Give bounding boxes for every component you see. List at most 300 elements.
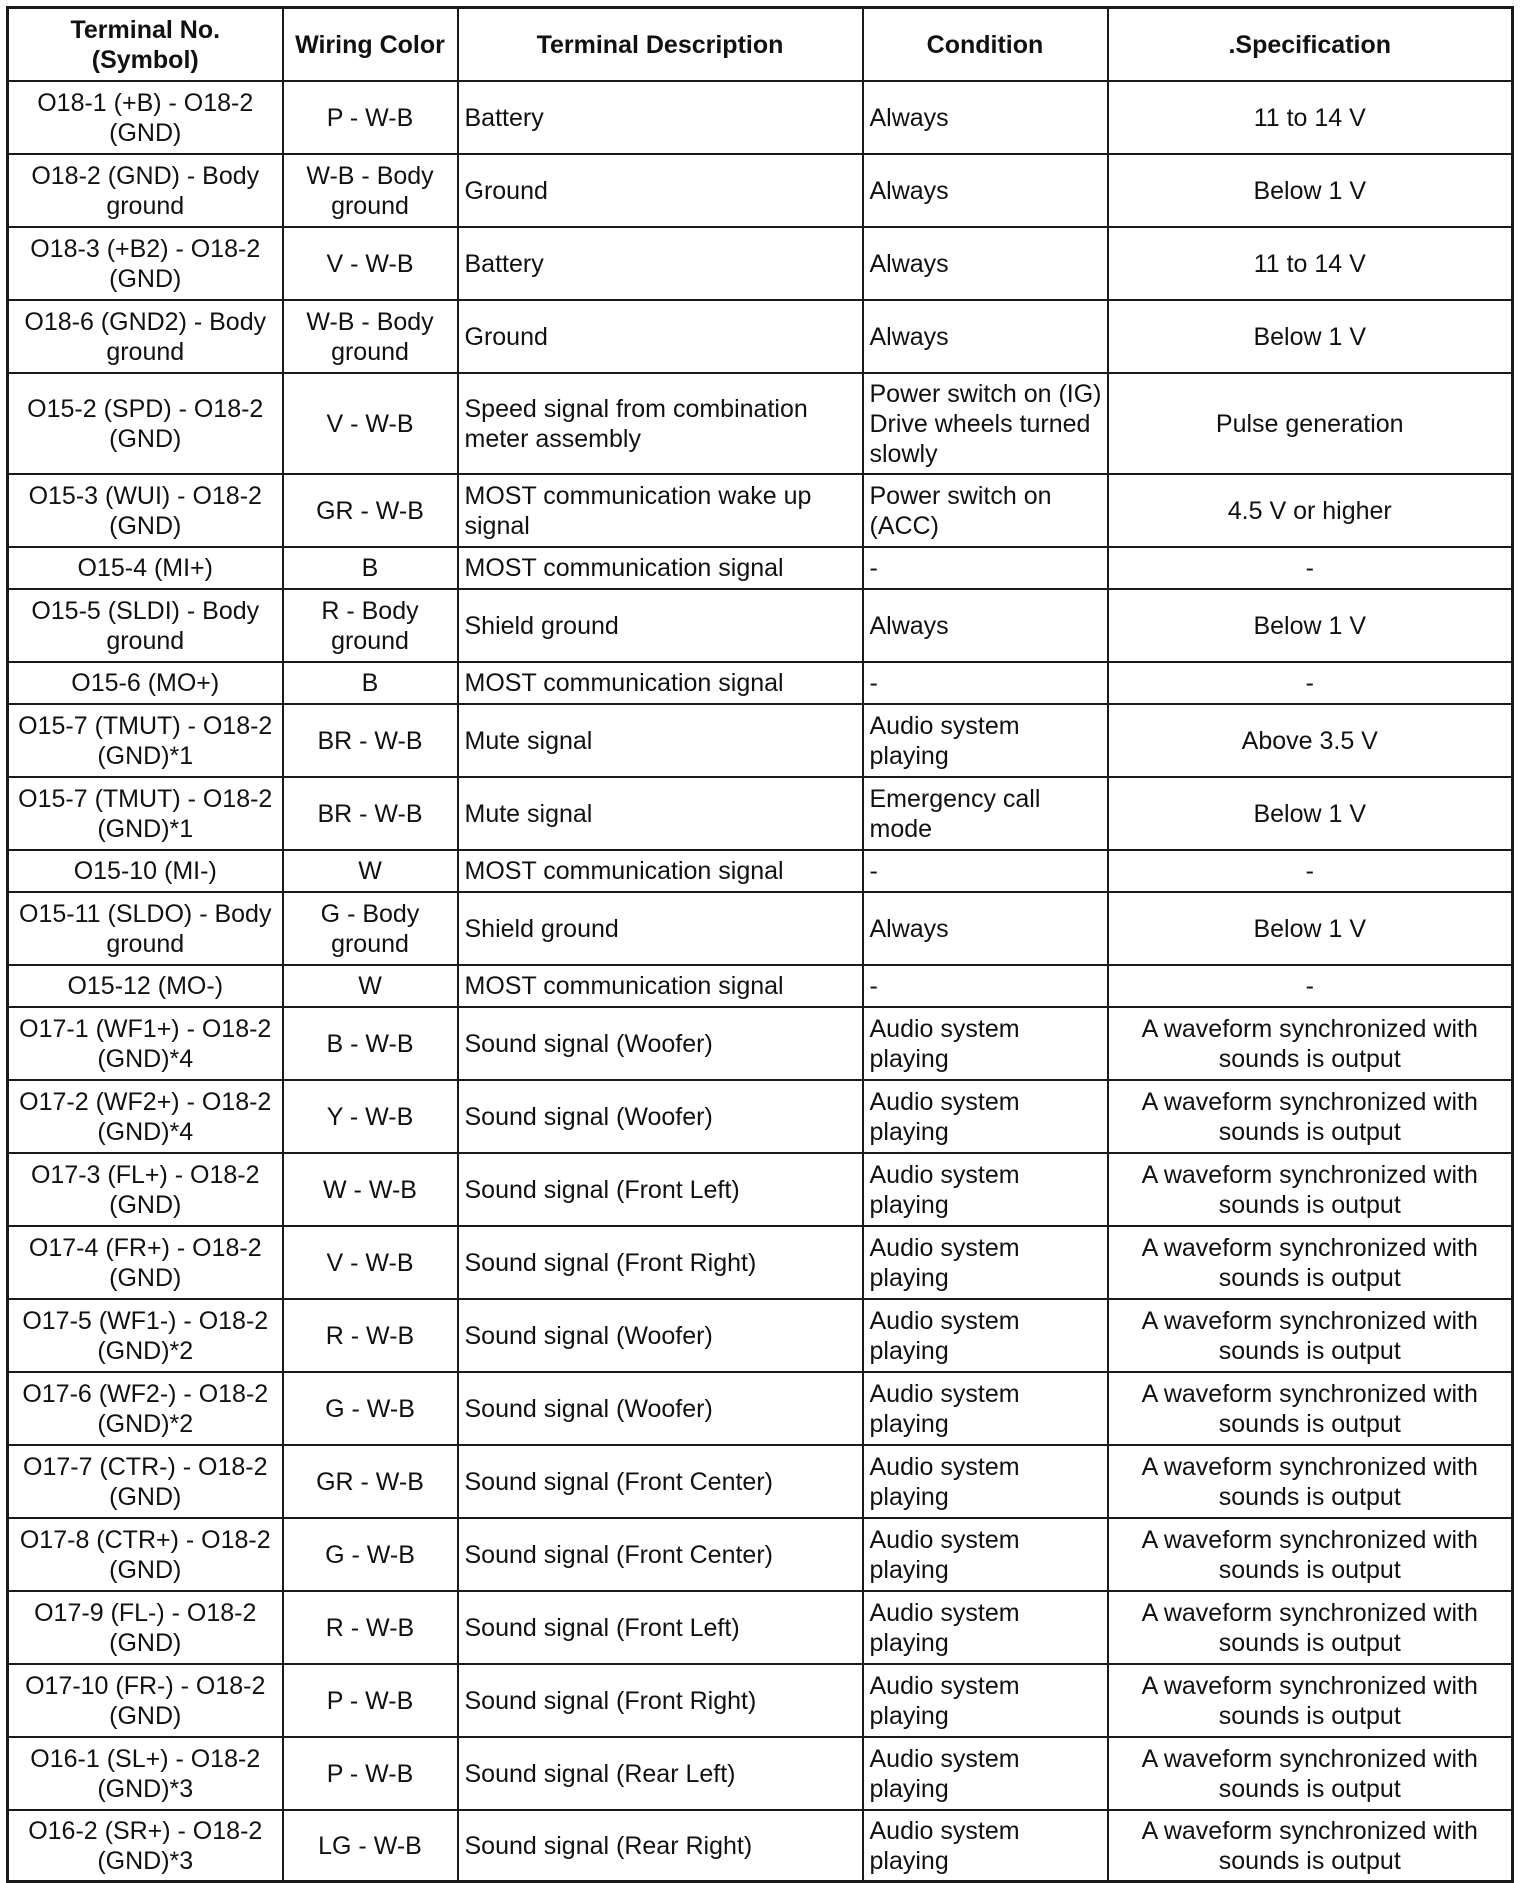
cell-text-line: Power switch on (IG) [869, 379, 1102, 408]
specification-cell [1108, 474, 1513, 547]
cell-text-line: - [1305, 972, 1314, 1000]
cell-text-line: Audio system [869, 1306, 1020, 1335]
table-row [8, 1153, 1513, 1226]
specification-cell [1108, 1664, 1513, 1737]
cell-text-line: (GND)*1 [97, 741, 194, 770]
cell-text-line: B [361, 669, 379, 697]
cell-text-line: Audio system [869, 1598, 1020, 1627]
cell-text-line: G - W-B [325, 1540, 415, 1569]
wiring-color-cell [283, 1664, 458, 1737]
table-row [8, 1372, 1513, 1445]
cell-text-line: Always [869, 249, 949, 278]
cell-text-line: O15-5 (SLDI) - Body [31, 596, 260, 625]
terminal-cell [8, 1226, 283, 1299]
wiring-color-cell [283, 1007, 458, 1080]
terminal-cell [8, 589, 283, 662]
wiring-color-cell [283, 704, 458, 777]
cell-text-line: playing [869, 1190, 949, 1219]
table-row [8, 547, 1513, 589]
cell-text-line: A waveform synchronized with [1141, 1160, 1478, 1189]
cell-text-line: A waveform synchronized with [1141, 1014, 1478, 1043]
description-cell [458, 1591, 863, 1664]
cell-text-line: O17-8 (CTR+) - O18-2 [19, 1525, 271, 1554]
description-cell [458, 1080, 863, 1153]
cell-text-line: Ground [464, 176, 548, 205]
terminal-cell [8, 547, 283, 589]
cell-text-line: (GND) [109, 511, 182, 540]
cell-text-line: Always [869, 103, 949, 132]
cell-text-line: O16-2 (SR+) - O18-2 [28, 1816, 263, 1845]
description-cell [458, 154, 863, 227]
description-cell [458, 1810, 863, 1882]
header-specification: .Specification [1108, 8, 1513, 82]
wiring-color-cell [283, 1153, 458, 1226]
description-cell [458, 300, 863, 373]
cell-text-line: Battery [464, 103, 544, 132]
terminal-cell [8, 1153, 283, 1226]
cell-text-line: (GND)*2 [97, 1336, 194, 1365]
cell-text-line: Sound signal (Front Center) [464, 1467, 773, 1496]
cell-text-line: A waveform synchronized with [1141, 1816, 1478, 1845]
table-row [8, 662, 1513, 704]
table-row [8, 227, 1513, 300]
wiring-color-cell [283, 777, 458, 850]
cell-text-line: 11 to 14 V [1253, 103, 1366, 132]
header-terminal-description: Terminal Description [458, 8, 863, 82]
cell-text-line: (GND) [109, 1555, 182, 1584]
cell-text-line: ground [106, 191, 185, 220]
cell-text-line: MOST communication signal [464, 669, 784, 697]
terminal-cell [8, 373, 283, 474]
specification-cell [1108, 892, 1513, 965]
cell-text-line: meter assembly [464, 424, 641, 453]
specification-cell [1108, 662, 1513, 704]
cell-text-line: (GND) [109, 118, 182, 147]
cell-text-line: Below 1 V [1253, 914, 1367, 943]
cell-text-line: (GND) [109, 1482, 182, 1511]
description-cell [458, 1737, 863, 1810]
terminal-cell [8, 1007, 283, 1080]
description-cell [458, 662, 863, 704]
cell-text-line: Sound signal (Front Left) [464, 1613, 740, 1642]
condition-cell [863, 965, 1108, 1007]
cell-text-line: Audio system [869, 1087, 1020, 1116]
terminal-cell [8, 1080, 283, 1153]
condition-cell [863, 850, 1108, 892]
condition-cell [863, 1007, 1108, 1080]
description-cell [458, 474, 863, 547]
condition-cell [863, 1226, 1108, 1299]
wiring-color-cell [283, 1445, 458, 1518]
terminal-cell [8, 965, 283, 1007]
cell-text-line: V - W-B [326, 409, 414, 438]
cell-text-line: Sound signal (Front Left) [464, 1175, 740, 1204]
terminal-spec-table [6, 6, 1514, 1883]
cell-text-line: - [1305, 554, 1314, 582]
specification-cell [1108, 373, 1513, 474]
terminal-cell [8, 1591, 283, 1664]
cell-text-line: W [358, 972, 382, 1000]
condition-cell [863, 300, 1108, 373]
specification-cell [1108, 1372, 1513, 1445]
specification-cell [1108, 1591, 1513, 1664]
cell-text-line: O17-9 (FL-) - O18-2 [34, 1598, 257, 1627]
cell-text-line: (GND)*1 [97, 814, 194, 843]
cell-text-line: W-B - Body [306, 161, 434, 190]
cell-text-line: A waveform synchronized with [1141, 1525, 1478, 1554]
specification-cell [1108, 547, 1513, 589]
cell-text-line: signal [464, 511, 530, 540]
specification-cell [1108, 850, 1513, 892]
condition-cell [863, 777, 1108, 850]
cell-text-line: playing [869, 1846, 949, 1875]
cell-text-line: Y - W-B [326, 1102, 414, 1131]
condition-cell [863, 1153, 1108, 1226]
terminal-cell [8, 1737, 283, 1810]
condition-cell [863, 81, 1108, 154]
description-cell [458, 777, 863, 850]
cell-text-line: Audio system [869, 1233, 1020, 1262]
specification-cell [1108, 1737, 1513, 1810]
table-row [8, 1226, 1513, 1299]
cell-text-line: Pulse generation [1215, 409, 1404, 438]
terminal-cell [8, 154, 283, 227]
cell-text-line: R - Body [321, 596, 419, 625]
specification-cell [1108, 81, 1513, 154]
cell-text-line: W [358, 857, 382, 885]
cell-text-line: Drive wheels turned [869, 409, 1091, 438]
table-row [8, 965, 1513, 1007]
cell-text-line: Sound signal (Woofer) [464, 1321, 713, 1350]
wiring-color-cell [283, 965, 458, 1007]
table-header [8, 8, 1513, 82]
cell-text-line: Sound signal (Rear Right) [464, 1831, 753, 1860]
cell-text-line: Below 1 V [1253, 799, 1367, 828]
cell-text-line: playing [869, 1044, 949, 1073]
cell-text-line: O15-12 (MO-) [67, 972, 224, 1000]
cell-text-line: B - W-B [326, 1029, 414, 1058]
condition-cell [863, 227, 1108, 300]
terminal-cell [8, 704, 283, 777]
cell-text-line: sounds is output [1218, 1336, 1401, 1365]
cell-text-line: (GND) [109, 264, 182, 293]
cell-text-line: Audio system [869, 1379, 1020, 1408]
description-cell [458, 1518, 863, 1591]
table-row [8, 850, 1513, 892]
cell-text-line: Emergency call [869, 784, 1041, 813]
table-row [8, 892, 1513, 965]
cell-text-line: sounds is output [1218, 1628, 1401, 1657]
specification-cell [1108, 965, 1513, 1007]
cell-text-line: Below 1 V [1253, 176, 1367, 205]
header-terminal-no: Terminal No. (Symbol) [8, 8, 283, 82]
cell-text-line: Always [869, 914, 949, 943]
cell-text-line: (GND) [109, 424, 182, 453]
cell-text-line: mode [869, 814, 933, 843]
cell-text-line: Ground [464, 322, 548, 351]
terminal-cell [8, 81, 283, 154]
wiring-color-cell [283, 1591, 458, 1664]
cell-text-line: sounds is output [1218, 1190, 1401, 1219]
cell-text-line: O17-2 (WF2+) - O18-2 [19, 1087, 272, 1116]
cell-text-line: ground [106, 337, 185, 366]
terminal-cell [8, 1664, 283, 1737]
cell-text-line: Sound signal (Front Center) [464, 1540, 773, 1569]
specification-cell [1108, 300, 1513, 373]
cell-text-line: - [869, 554, 878, 582]
cell-text-line: O16-1 (SL+) - O18-2 [30, 1744, 261, 1773]
cell-text-line: sounds is output [1218, 1409, 1401, 1438]
wiring-color-cell [283, 1518, 458, 1591]
condition-cell [863, 1445, 1108, 1518]
cell-text-line: Shield ground [464, 611, 619, 640]
cell-text-line: playing [869, 1701, 949, 1730]
terminal-cell [8, 850, 283, 892]
condition-cell [863, 1518, 1108, 1591]
header-wiring-color: Wiring Color [283, 8, 458, 82]
cell-text-line: sounds is output [1218, 1263, 1401, 1292]
cell-text-line: (GND)*4 [97, 1044, 194, 1073]
specification-cell [1108, 704, 1513, 777]
cell-text-line: O15-7 (TMUT) - O18-2 [18, 784, 273, 813]
terminal-cell [8, 777, 283, 850]
description-cell [458, 373, 863, 474]
cell-text-line: - [1305, 857, 1314, 885]
cell-text-line: A waveform synchronized with [1141, 1087, 1478, 1116]
cell-text-line: MOST communication signal [464, 857, 784, 885]
cell-text-line: O15-4 (MI+) [77, 554, 213, 582]
cell-text-line: sounds is output [1218, 1846, 1401, 1875]
description-cell [458, 1299, 863, 1372]
cell-text-line: MOST communication wake up [464, 481, 812, 510]
cell-text-line: O15-3 (WUI) - O18-2 [28, 481, 262, 510]
condition-cell [863, 1810, 1108, 1882]
cell-text-line: (GND)*2 [97, 1409, 194, 1438]
cell-text-line: Audio system [869, 1744, 1020, 1773]
wiring-color-cell [283, 1737, 458, 1810]
cell-text-line: G - Body [320, 899, 420, 928]
table-row [8, 1007, 1513, 1080]
description-cell [458, 227, 863, 300]
wiring-color-cell [283, 300, 458, 373]
table-row [8, 1664, 1513, 1737]
description-cell [458, 81, 863, 154]
cell-text-line: (GND) [109, 1263, 182, 1292]
condition-cell [863, 474, 1108, 547]
cell-text-line: Audio system [869, 1816, 1020, 1845]
cell-text-line: A waveform synchronized with [1141, 1233, 1478, 1262]
table-body [8, 81, 1513, 1882]
cell-text-line: O15-7 (TMUT) - O18-2 [18, 711, 273, 740]
cell-text-line: B [361, 554, 379, 582]
terminal-cell [8, 1518, 283, 1591]
cell-text-line: Battery [464, 249, 544, 278]
table-row [8, 154, 1513, 227]
cell-text-line: Sound signal (Front Right) [464, 1686, 757, 1715]
cell-text-line: P - W-B [326, 1759, 414, 1788]
condition-cell [863, 1372, 1108, 1445]
wiring-color-cell [283, 1080, 458, 1153]
specification-cell [1108, 1445, 1513, 1518]
cell-text-line: O18-3 (+B2) - O18-2 [30, 234, 261, 263]
cell-text-line: A waveform synchronized with [1141, 1598, 1478, 1627]
cell-text-line: A waveform synchronized with [1141, 1379, 1478, 1408]
cell-text-line: (GND)*4 [97, 1117, 194, 1146]
cell-text-line: sounds is output [1218, 1555, 1401, 1584]
table-row [8, 1518, 1513, 1591]
terminal-cell [8, 662, 283, 704]
cell-text-line: A waveform synchronized with [1141, 1671, 1478, 1700]
cell-text-line: ground [331, 626, 409, 655]
table-row [8, 373, 1513, 474]
cell-text-line: O17-5 (WF1-) - O18-2 [22, 1306, 269, 1335]
cell-text-line: LG - W-B [318, 1831, 422, 1860]
wiring-color-cell [283, 1226, 458, 1299]
cell-text-line: Mute signal [464, 799, 593, 828]
wiring-color-cell [283, 373, 458, 474]
cell-text-line: O17-4 (FR+) - O18-2 [28, 1233, 262, 1262]
cell-text-line: 11 to 14 V [1253, 249, 1366, 278]
table-row [8, 1810, 1513, 1882]
table-row [8, 777, 1513, 850]
description-cell [458, 892, 863, 965]
cell-text-line: playing [869, 1774, 949, 1803]
cell-text-line: playing [869, 1336, 949, 1365]
cell-text-line: ground [331, 191, 409, 220]
terminal-cell [8, 1372, 283, 1445]
cell-text-line: Sound signal (Rear Left) [464, 1759, 736, 1788]
specification-cell [1108, 589, 1513, 662]
table-row [8, 300, 1513, 373]
cell-text-line: (GND)*3 [97, 1846, 194, 1875]
description-cell [458, 1007, 863, 1080]
table-row [8, 589, 1513, 662]
table-row [8, 704, 1513, 777]
cell-text-line: Speed signal from combination [464, 394, 808, 423]
wiring-color-cell [283, 1299, 458, 1372]
cell-text-line: Power switch on [869, 481, 1052, 510]
wiring-color-cell [283, 850, 458, 892]
wiring-color-cell [283, 1810, 458, 1882]
wiring-color-cell [283, 547, 458, 589]
cell-text-line: O18-2 (GND) - Body [31, 161, 260, 190]
cell-text-line: P - W-B [326, 103, 414, 132]
condition-cell [863, 1664, 1108, 1737]
cell-text-line: P - W-B [326, 1686, 414, 1715]
terminal-cell [8, 1445, 283, 1518]
description-cell [458, 1372, 863, 1445]
condition-cell [863, 1080, 1108, 1153]
terminal-cell [8, 227, 283, 300]
cell-text-line: Audio system [869, 1671, 1020, 1700]
table-row [8, 1737, 1513, 1810]
wiring-color-cell [283, 662, 458, 704]
header-row [8, 8, 1513, 82]
cell-text-line: Below 1 V [1253, 322, 1367, 351]
cell-text-line: O15-10 (MI-) [73, 857, 217, 885]
cell-text-line: Sound signal (Woofer) [464, 1394, 713, 1423]
cell-text-line: O17-6 (WF2-) - O18-2 [22, 1379, 269, 1408]
terminal-cell [8, 300, 283, 373]
condition-cell [863, 1591, 1108, 1664]
cell-text-line: W - W-B [323, 1175, 417, 1204]
specification-cell [1108, 227, 1513, 300]
cell-text-line: GR - W-B [316, 496, 424, 525]
description-cell [458, 1445, 863, 1518]
condition-cell [863, 704, 1108, 777]
condition-cell [863, 1299, 1108, 1372]
cell-text-line: (GND)*3 [97, 1774, 194, 1803]
specification-cell [1108, 1810, 1513, 1882]
cell-text-line: BR - W-B [317, 726, 423, 755]
cell-text-line: O18-1 (+B) - O18-2 [37, 88, 254, 117]
cell-text-line: O15-2 (SPD) - O18-2 [27, 394, 264, 423]
cell-text-line: A waveform synchronized with [1141, 1452, 1478, 1481]
cell-text-line: BR - W-B [317, 799, 423, 828]
condition-cell [863, 589, 1108, 662]
cell-text-line: (GND) [109, 1701, 182, 1730]
cell-text-line: playing [869, 1482, 949, 1511]
cell-text-line: V - W-B [326, 1248, 414, 1277]
condition-cell [863, 662, 1108, 704]
cell-text-line: playing [869, 1263, 949, 1292]
cell-text-line: G - W-B [325, 1394, 415, 1423]
specification-cell [1108, 1080, 1513, 1153]
terminal-cell [8, 1810, 283, 1882]
cell-text-line: GR - W-B [316, 1467, 424, 1496]
cell-text-line: Audio system [869, 711, 1020, 740]
description-cell [458, 704, 863, 777]
cell-text-line: Sound signal (Front Right) [464, 1248, 757, 1277]
wiring-color-cell [283, 1372, 458, 1445]
specification-cell [1108, 154, 1513, 227]
cell-text-line: Audio system [869, 1452, 1020, 1481]
cell-text-line: O15-6 (MO+) [71, 669, 220, 697]
cell-text-line: slowly [869, 439, 938, 468]
cell-text-line: ground [331, 337, 409, 366]
cell-text-line: O15-11 (SLDO) - Body [19, 899, 272, 928]
table-row [8, 1591, 1513, 1664]
cell-text-line: Audio system [869, 1014, 1020, 1043]
cell-text-line: O18-6 (GND2) - Body [24, 307, 267, 336]
specification-cell [1108, 1518, 1513, 1591]
cell-text-line: playing [869, 1628, 949, 1657]
description-cell [458, 850, 863, 892]
cell-text-line: ground [331, 929, 409, 958]
cell-text-line: - [869, 972, 878, 1000]
specification-cell [1108, 1299, 1513, 1372]
cell-text-line: MOST communication signal [464, 972, 784, 1000]
description-cell [458, 1226, 863, 1299]
cell-text-line: Audio system [869, 1160, 1020, 1189]
cell-text-line: - [869, 669, 878, 697]
cell-text-line: (ACC) [869, 511, 939, 540]
cell-text-line: A waveform synchronized with [1141, 1744, 1478, 1773]
cell-text-line: R - W-B [325, 1321, 415, 1350]
table-row [8, 1299, 1513, 1372]
condition-cell [863, 154, 1108, 227]
specification-cell [1108, 777, 1513, 850]
cell-text-line: sounds is output [1218, 1044, 1401, 1073]
condition-cell [863, 892, 1108, 965]
specification-cell [1108, 1226, 1513, 1299]
cell-text-line: ground [106, 626, 185, 655]
cell-text-line: Sound signal (Woofer) [464, 1029, 713, 1058]
cell-text-line: V - W-B [326, 249, 414, 278]
cell-text-line: playing [869, 741, 949, 770]
cell-text-line: 4.5 V or higher [1227, 496, 1392, 525]
header-condition: Condition [863, 8, 1108, 82]
